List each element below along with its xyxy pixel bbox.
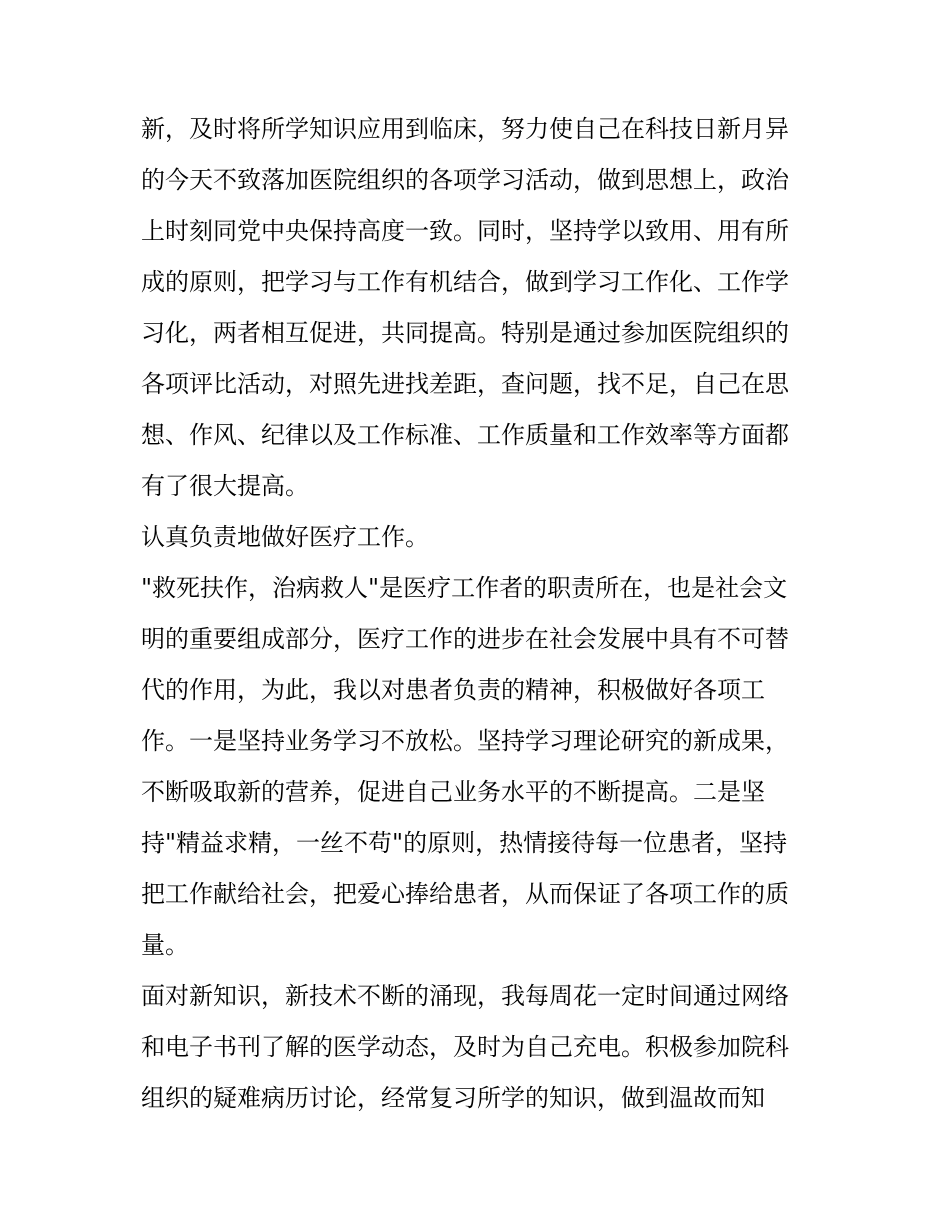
section-heading: 认真负责地做好医疗工作。 [141, 523, 429, 551]
text-line: 面对新知识，新技术不断的涌现，我每周花一定时间通过网络 [141, 982, 789, 1010]
text-line: 作。一是坚持业务学习不放松。坚持学习理论研究的新成果， [141, 727, 789, 755]
text-line: 持"精益求精，一丝不苟"的原则，热情接待每一位患者，坚持 [141, 829, 788, 857]
text-line: 新，及时将所学知识应用到临床，努力使自己在科技日新月异 [141, 115, 789, 143]
text-line: 各项评比活动，对照先进找差距，查问题，找不足，自己在思 [141, 370, 789, 398]
document-body [141, 104, 821, 1124]
text-line: 成的原则，把学习与工作有机结合，做到学习工作化、工作学 [141, 268, 789, 296]
text-line: 有了很大提高。 [141, 472, 309, 500]
text-line: 代的作用，为此，我以对患者负责的精神，积极做好各项工 [141, 676, 765, 704]
text-line: 和电子书刊了解的医学动态，及时为自己充电。积极参加院科 [141, 1033, 789, 1061]
text-line: 量。 [141, 931, 189, 959]
text-line: 想、作风、纪律以及工作标准、工作质量和工作效率等方面都 [141, 421, 789, 449]
text-line: 组织的疑难病历讨论，经常复习所学的知识，做到温故而知 [141, 1084, 765, 1112]
text-line: 不断吸取新的营养，促进自己业务水平的不断提高。二是坚 [141, 778, 765, 806]
text-line: "救死扶作，治病救人"是医疗工作者的职责所在，也是社会文 [141, 574, 788, 602]
text-line: 习化，两者相互促进，共同提高。特别是通过参加医院组织的 [141, 319, 789, 347]
text-line: 明的重要组成部分，医疗工作的进步在社会发展中具有不可替 [141, 625, 789, 653]
text-line: 的今天不致落加医院组织的各项学习活动，做到思想上，政治 [141, 166, 789, 194]
text-line: 上时刻同党中央保持高度一致。同时，坚持学以致用、用有所 [141, 217, 789, 245]
text-line: 把工作献给社会，把爱心捧给患者，从而保证了各项工作的质 [141, 880, 789, 908]
